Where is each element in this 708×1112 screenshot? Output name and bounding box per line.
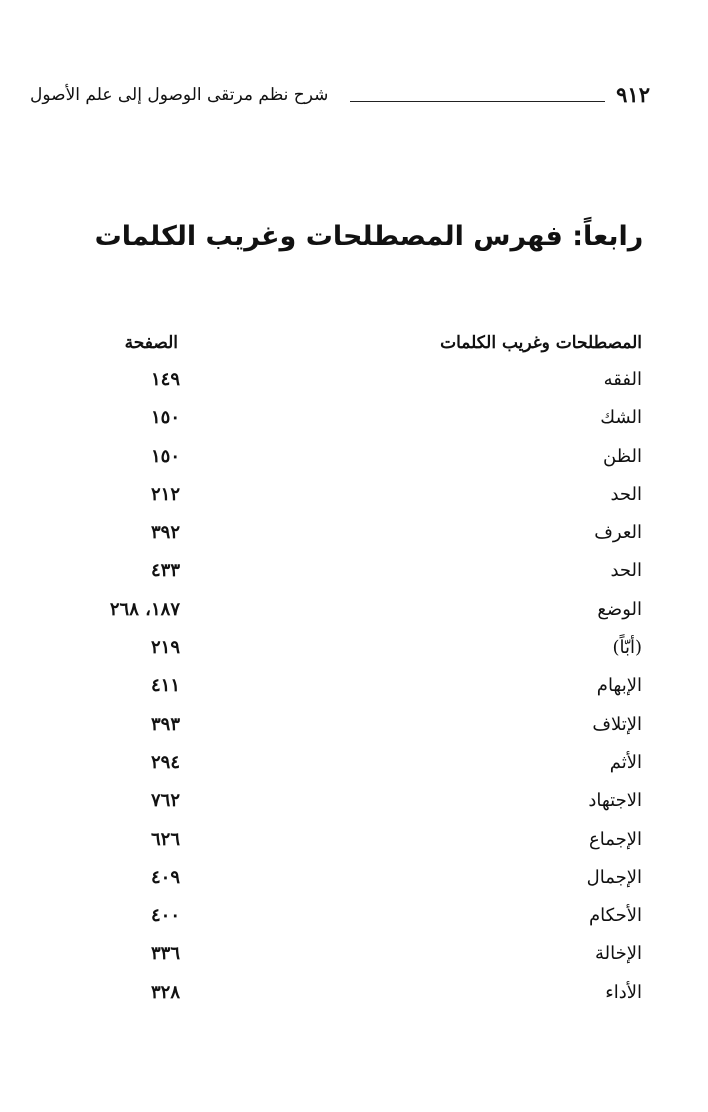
index-row [0,898,708,936]
index-term: الوضع [597,598,642,620]
index-pages: ٣٩٢ [150,522,180,544]
index-term: الإجماع [588,828,642,850]
index-list [0,362,708,1013]
index-pages: ٤١١ [150,675,180,697]
index-term: الحد [610,560,642,582]
index-term: الفقه [603,369,642,390]
book-title: شرح نظم مرتقى الوصول إلى علم الأصول [30,85,329,105]
index-pages: ٦٢٦ [150,828,180,850]
index-term: الإجمال [586,866,642,888]
index-term: الاجتهاد [588,790,642,812]
index-term: الحد [610,483,642,505]
index-term: الأثم [609,751,642,773]
index-pages: ٢١٩ [150,637,180,659]
index-term: الإبهام [596,675,642,697]
page-number: ٩١٢ [616,82,650,107]
index-row [0,822,708,860]
index-term: العرف [594,522,642,544]
index-term: الإخالة [594,943,642,965]
index-row [0,477,708,515]
index-term: الشك [600,407,642,429]
index-pages: ١٥٠ [150,407,180,429]
index-row [0,592,708,630]
column-header-page: الصفحة [124,333,178,353]
index-pages: ٢١٢ [150,483,180,505]
index-row [0,783,708,821]
index-term: الأداء [605,981,642,1003]
index-row [0,515,708,553]
header-rule [350,101,605,102]
index-row [0,400,708,438]
section-title: رابعاً: فهرس المصطلحات وغريب الكلمات [94,221,644,252]
index-row [0,553,708,591]
index-row [0,439,708,477]
index-row [0,975,708,1013]
index-row [0,707,708,745]
index-pages: ٧٦٢ [150,790,180,812]
index-pages: ٤٣٣ [150,560,180,582]
index-row [0,630,708,668]
index-row [0,668,708,706]
index-pages: ٣٢٨ [150,981,180,1003]
index-row [0,745,708,783]
index-term: (أبّاً) [612,637,642,659]
index-row [0,936,708,974]
index-term: الظن [603,445,642,467]
index-pages: ١٥٠ [150,445,180,467]
index-pages: ٤٠٩ [150,866,180,888]
index-pages: ٣٣٦ [150,943,180,965]
column-header-term: المصطلحات وغريب الكلمات [440,333,642,353]
index-term: الإتلاف [592,713,642,735]
index-pages: ٢٩٤ [150,751,180,773]
running-header [30,80,650,110]
index-row [0,362,708,400]
index-pages: ١٤٩ [150,369,180,390]
index-term: الأحكام [589,905,642,927]
index-pages: ١٨٧، ٢٦٨ [109,598,180,620]
index-row [0,860,708,898]
index-pages: ٤٠٠ [150,905,180,927]
column-headers [0,326,708,360]
index-pages: ٣٩٣ [150,713,180,735]
